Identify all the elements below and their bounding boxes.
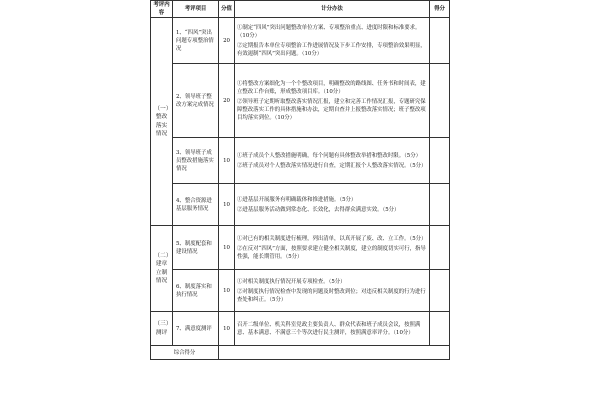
item-cell [173,64,219,138]
total-label: 综合得分 [151,346,219,360]
evaluation-table [150,0,450,360]
result-cell[interactable] [430,138,450,184]
score-cell: 20 [219,64,235,138]
method-cell [235,270,430,312]
table-row [151,312,450,346]
score-cell: 10 [219,312,235,346]
score-cell: 10 [219,226,235,270]
method-text: ①班子成员个人整改措施明确，每个问题有具体整改举措和整改时限。（5分） [237,152,422,159]
method-text: ②领导班子定期听取整改落实情况汇报，建立和完善工作情况汇报，专题研究保障整改落实工作的具体措施和办法，定期自查并上报整改落实情况；班子整改项目均落实到位。（10分） [237,98,426,121]
method-cell [235,138,430,184]
score-cell: 20 [219,18,235,64]
item-cell [173,18,219,64]
table-body [151,18,450,360]
score-cell: 10 [219,184,235,226]
item-label: 1、“四风”突出问题专项整治情况 [176,29,214,52]
table-row [151,226,450,270]
method-text: ②定期报告本单位专项整治工作进展情况及下步工作安排，专项整治效果明显，有效遏制“四风”突出问题。（10分） [237,42,426,57]
score-cell: 10 [219,270,235,312]
category-cell [151,18,173,226]
item-cell [173,226,219,270]
item-cell [173,184,219,226]
result-cell[interactable] [430,64,450,138]
category-label: （二）建章立制情况 [154,252,169,284]
table-header-row [151,1,450,18]
category-cell [151,312,173,346]
method-text: ①制定“四风”突出问题整改单位方案、专项整治重点、进度时限和标准要求。（10分） [237,24,421,39]
item-label: 4、整合资源进基层服务情况 [176,197,212,212]
table-row [151,184,450,226]
method-text: ②对制度执行情况检查中发现的问题及时整改到位；对违反相关制度的行为进行查处和纠正。（5分） [237,288,426,303]
total-row [151,346,450,360]
table-row [151,18,450,64]
result-cell[interactable] [430,270,450,312]
item-label: 3、领导班子成员整改措施落实情况 [176,149,214,172]
header-method: 计分办法 [235,1,430,18]
table-row [151,138,450,184]
method-text: ①将整改方案细化为一个个整改项目，明确整改的路线图、任务书和时间表，建立整改工作台账，形成整改项目库。（10分） [237,80,426,95]
method-text: ②班子成员对个人整改落实情况进行自查，定期汇报个人整改落实情况。（5分） [237,162,427,169]
item-cell [173,270,219,312]
result-cell[interactable] [430,18,450,64]
result-cell[interactable] [430,184,450,226]
table-row [151,64,450,138]
method-text: ②进基层服务活动做到常态化、长效化，去得群众满意实效。（5分） [237,206,400,213]
item-label: 6、制度落实和执行情况 [176,283,212,298]
category-cell [151,226,173,312]
result-cell[interactable] [430,226,450,270]
item-cell [173,138,219,184]
method-text: ①对已有的相关制度进行梳理，列出清单，以真开展了废、改、立工作。（5分） [237,235,427,242]
method-cell [235,312,430,346]
method-text: 召开二级单位、机关科室党政主要负责人、群众代表和班子成员会议，按照满意、基本满意、不满意三个等次进行民主测评，按照满意率评分。（10分） [237,321,421,336]
header-score: 分值 [219,1,235,18]
category-label: （三）测评 [154,321,169,336]
table-row [151,270,450,312]
method-cell [235,18,430,64]
item-label: 5、制度配套和建设情况 [176,240,212,255]
document-page [150,0,450,400]
method-cell [235,184,430,226]
item-cell [173,312,219,346]
method-text: ①进基层开展服务有明确载体和推进措施。（5分） [237,196,357,203]
method-cell [235,226,430,270]
score-cell: 10 [219,138,235,184]
item-label: 7、满意度测评 [176,325,212,332]
method-text: ①对相关制度执行情况开展专项检查。（5分） [237,278,346,285]
total-value-cell[interactable] [219,346,450,360]
method-text: ②在反对“四风”方面，按照要求建立健全相关制度，建立的制度切实可行，指导性强，能长期管用。（5分） [237,245,426,260]
header-category: 考评内容 [151,1,173,18]
method-cell [235,64,430,138]
category-label: （一）整改落实情况 [154,105,169,137]
header-item: 考评项目 [173,1,219,18]
item-label: 2、领导班子整改方案完成情况 [176,93,214,108]
header-result: 得分 [430,1,450,18]
result-cell[interactable] [430,312,450,346]
